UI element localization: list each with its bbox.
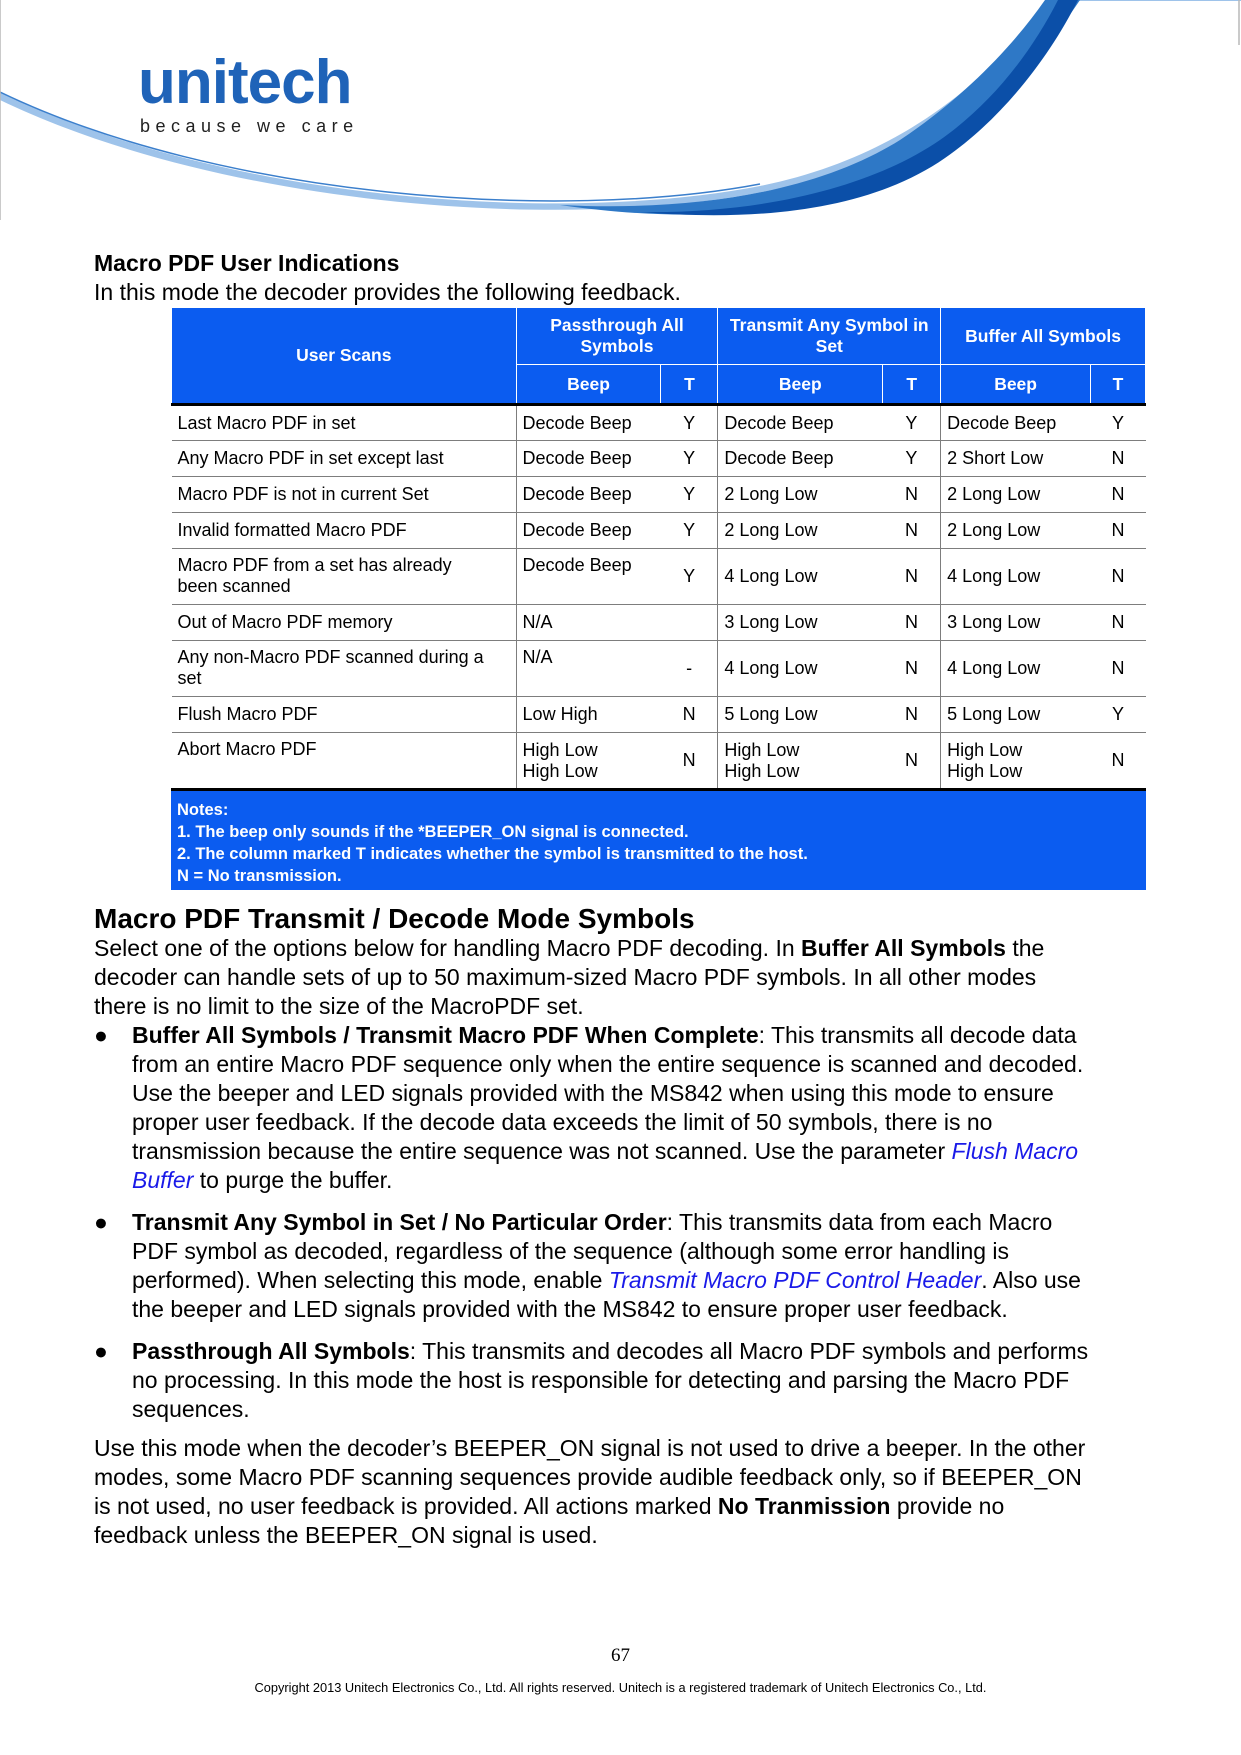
table-row [172, 477, 1146, 513]
cell-p-t: Y [661, 549, 718, 605]
cell-a-t: N [883, 549, 941, 605]
text-run: to purge the buffer. [193, 1167, 393, 1193]
cell-p-t: - [661, 641, 718, 697]
cell-p-beep: Decode Beep [516, 513, 661, 549]
cell-scan-line: Macro PDF from a set has already [177, 555, 452, 575]
cell-b-t: Y [1091, 405, 1146, 441]
bullet-title: Transmit Any Symbol in Set / No Particular Order [132, 1209, 667, 1235]
notes-line: N = No transmission. [177, 867, 342, 885]
cell-beep-line: High Low [947, 760, 1023, 781]
cell-a-beep: 2 Long Low [718, 477, 883, 513]
cell-p-t: Y [661, 441, 718, 477]
cell-a-t: N [883, 697, 941, 733]
cell-a-t: N [883, 733, 941, 789]
cell-b-beep: 3 Long Low [941, 605, 1091, 641]
cell-a-beep: 3 Long Low [718, 605, 883, 641]
cell-b-t: N [1091, 441, 1146, 477]
cell-b-beep: 4 Long Low [941, 549, 1091, 605]
table-row [172, 733, 1146, 789]
section-intro: In this mode the decoder provides the following feedback. [94, 279, 681, 305]
cell-p-t: Y [661, 477, 718, 513]
cell-beep-line: High Low [724, 739, 800, 760]
table-row [172, 441, 1146, 477]
text-bold: Buffer All Symbols [801, 935, 1006, 961]
table-notes [171, 788, 1146, 890]
cell-a-beep: 4 Long Low [718, 549, 883, 605]
cell-b-beep: 2 Long Low [941, 477, 1091, 513]
cell-p-t [661, 605, 718, 641]
text-run: provide no feedback unless the BEEPER_ON signal is used. [94, 1493, 1005, 1548]
cell-b-t: Y [1091, 697, 1146, 733]
table-row [172, 605, 1146, 641]
indications-table [171, 307, 1146, 789]
cell-a-beep: 5 Long Low [718, 697, 883, 733]
cell-scan: Last Macro PDF in set [172, 405, 517, 441]
table-row [172, 405, 1146, 441]
table-header-row [172, 308, 1146, 365]
section-title-transmit-decode: Macro PDF Transmit / Decode Mode Symbols [94, 903, 695, 934]
section-title-user-indications: Macro PDF User Indications [94, 250, 400, 276]
text-run: : This transmits all decode data from an entire Macro PDF sequence only when the entire sequence is scanned and decoded. Use the beeper and LED signals provided with the MS842 when using this mode to ensure proper user feedback. If the decode data exceeds the limit of 50 symbols, there is no transmission because the entire sequence was not scanned. Use the parameter [132, 1022, 1084, 1164]
bullet-passthrough [94, 1337, 1094, 1424]
cell-scan-line: set [177, 668, 202, 688]
bullet-buffer-all [94, 1021, 1094, 1195]
notes-heading: Notes: [177, 801, 229, 819]
cell-b-beep: 2 Long Low [941, 513, 1091, 549]
cell-a-t: N [883, 477, 941, 513]
cell-p-beep: Low High [516, 697, 661, 733]
cell-b-t: N [1091, 513, 1146, 549]
text-run: : This transmits and decodes all Macro PDF symbols and performs no processing. In this mode the host is responsible for detecting and parsing the Macro PDF sequences. [132, 1338, 1089, 1422]
cell-a-t: N [883, 513, 941, 549]
bullet-icon: ● [94, 1209, 108, 1235]
cell-b-beep: 5 Long Low [941, 697, 1091, 733]
text-bold: No Tranmission [717, 1493, 891, 1519]
cell-scan-line: Any non-Macro PDF scanned during a [177, 647, 484, 667]
subheader-beep: Beep [718, 365, 883, 405]
subheader-t: T [661, 365, 718, 405]
cell-b-t: N [1091, 477, 1146, 513]
subheader-beep: Beep [941, 365, 1091, 405]
subheader-t: T [883, 365, 941, 405]
text-run: the decoder can handle sets of up to 50 maximum-sized Macro PDF symbols. In all other modes there is no limit to the size of the MacroPDF set. [94, 935, 1045, 1019]
cell-a-t: N [883, 641, 941, 697]
cell-p-beep: Decode Beep [516, 549, 661, 605]
cell-p-beep: Decode Beep [516, 477, 661, 513]
table-row [172, 697, 1146, 733]
cell-beep-line: High Low [724, 760, 800, 781]
section-body [94, 934, 1094, 1550]
cell-scan: Invalid formatted Macro PDF [172, 513, 517, 549]
cell-a-t: N [883, 605, 941, 641]
cell-a-t: Y [883, 441, 941, 477]
paragraph-intro [94, 934, 1094, 1021]
subheader-t: T [1091, 365, 1146, 405]
link-transmit-macro-pdf-control-header[interactable]: Transmit Macro PDF Control Header [608, 1267, 982, 1293]
cell-beep-line: High Low [522, 739, 598, 760]
cell-b-beep: 2 Short Low [941, 441, 1091, 477]
cell-p-t: Y [661, 513, 718, 549]
cell-b-t: N [1091, 733, 1146, 789]
copyright-footer: Copyright 2013 Unitech Electronics Co., Ltd. All rights reserved. Unitech is a registered trademark of Unitech Electronics Co., Ltd. [254, 1680, 987, 1695]
page-number: 67 [611, 1645, 630, 1666]
text-run: Select one of the options below for handling Macro PDF decoding. In [94, 935, 802, 961]
cell-p-beep: Decode Beep [516, 405, 661, 441]
notes-line: 1. The beep only sounds if the *BEEPER_ON signal is connected. [177, 823, 689, 841]
cell-a-beep: 4 Long Low [718, 641, 883, 697]
table-row [172, 549, 1146, 605]
cell-p-beep: N/A [516, 641, 661, 697]
bullet-icon: ● [94, 1338, 108, 1364]
cell-beep-line: High Low [522, 760, 598, 781]
header-buffer-all: Buffer All Symbols [941, 308, 1146, 365]
cell-b-t: N [1091, 549, 1146, 605]
logo-tagline: because we care [140, 116, 359, 136]
unitech-logo [138, 48, 359, 137]
cell-b-beep [941, 733, 1091, 789]
cell-scan: Flush Macro PDF [172, 697, 517, 733]
link-flush-macro-buffer[interactable]: Flush Macro Buffer [132, 1138, 1079, 1193]
cell-b-t: N [1091, 605, 1146, 641]
cell-a-t: Y [883, 405, 941, 441]
cell-scan: Any Macro PDF in set except last [172, 441, 517, 477]
subheader-beep: Beep [516, 365, 661, 405]
cell-p-beep: N/A [516, 605, 661, 641]
cell-scan [172, 549, 517, 605]
text-run: . Also use the beeper and LED signals provided with the MS842 to ensure proper user feedback. [132, 1267, 1081, 1322]
cell-scan: Abort Macro PDF [172, 733, 517, 789]
logo-wordmark: unitech [138, 48, 352, 117]
cell-b-beep: 4 Long Low [941, 641, 1091, 697]
cell-p-t: N [661, 697, 718, 733]
cell-b-t: N [1091, 641, 1146, 697]
cell-b-beep: Decode Beep [941, 405, 1091, 441]
cell-a-beep [718, 733, 883, 789]
paragraph-beeper [94, 1434, 1094, 1550]
notes-line: 2. The column marked T indicates whether the symbol is transmitted to the host. [177, 845, 808, 863]
header-user-scans: User Scans [172, 308, 517, 405]
header-passthrough: Passthrough All Symbols [516, 308, 718, 365]
cell-a-beep: 2 Long Low [718, 513, 883, 549]
cell-p-t: N [661, 733, 718, 789]
cell-p-beep: Decode Beep [516, 441, 661, 477]
cell-p-t: Y [661, 405, 718, 441]
cell-beep-line: High Low [947, 739, 1023, 760]
cell-p-beep [516, 733, 661, 789]
cell-a-beep: Decode Beep [718, 441, 883, 477]
cell-scan [172, 641, 517, 697]
cell-scan: Out of Macro PDF memory [172, 605, 517, 641]
text-run: Use this mode when the decoder’s BEEPER_ON signal is not used to drive a beeper. In the other modes, some Macro PDF scanning sequences provide audible feedback only, so if BEEPER_ON is not used, no user feedback is provided. All actions marked [94, 1435, 1086, 1519]
table-row [172, 641, 1146, 697]
cell-scan-line: been scanned [177, 576, 291, 596]
bullet-title: Buffer All Symbols / Transmit Macro PDF When Complete [132, 1022, 759, 1048]
header-transmit-any: Transmit Any Symbol in Set [718, 308, 941, 365]
bullet-icon: ● [94, 1022, 108, 1048]
bullet-transmit-any [94, 1208, 1094, 1324]
table-row [172, 513, 1146, 549]
cell-a-beep: Decode Beep [718, 405, 883, 441]
cell-scan: Macro PDF is not in current Set [172, 477, 517, 513]
text-run: : This transmits data from each Macro PDF symbol as decoded, regardless of the sequence (although some error handling is performed). When selecting this mode, enable [132, 1209, 1053, 1293]
bullet-title: Passthrough All Symbols [132, 1338, 410, 1364]
